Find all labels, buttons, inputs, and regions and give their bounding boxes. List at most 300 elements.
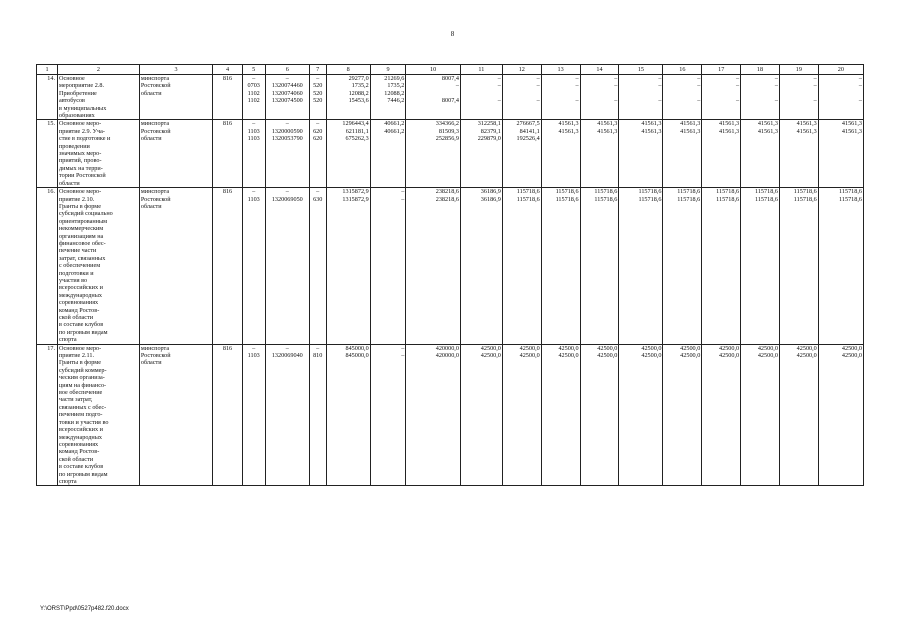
cell-line: автобусов [58, 97, 85, 105]
table-cell [309, 188, 326, 345]
cell-line: 40661,2 [384, 127, 405, 135]
cell-line: – [497, 82, 501, 90]
column-number: 17 [702, 65, 741, 75]
table-cell [460, 344, 502, 486]
table-cell [702, 120, 741, 188]
cell-line: – [316, 75, 320, 82]
cell-line: – [858, 97, 862, 105]
cell-line: 115718,6 [716, 195, 740, 203]
table-cell [541, 344, 580, 486]
cell-line: 41561,3 [597, 120, 618, 128]
table-cell [702, 75, 741, 120]
cell-line: 81509,3 [438, 127, 459, 135]
cell-line: 420000,0 [435, 344, 459, 352]
cell-line [543, 135, 579, 142]
table-cell [741, 344, 780, 486]
cell-line: 15. [47, 120, 55, 128]
cell-line [543, 90, 579, 97]
cell-line: 42500,0 [757, 344, 778, 352]
cell-line: затрат, связанных [58, 254, 106, 262]
table-cell [663, 120, 702, 188]
cell-line: с обеспечением [58, 262, 101, 270]
cell-line: Ростовской [140, 82, 171, 90]
cell-line: Приобретение [58, 89, 97, 97]
cell-line: 115718,6 [638, 195, 662, 203]
cell-line: 21269,6 [384, 75, 405, 82]
cell-line: субсидий коммер- [58, 366, 107, 374]
table-cell [213, 75, 242, 120]
file-path-footer: Y:\ORST\Ppd\0527p482.f20.docx [40, 606, 129, 612]
cell-line: проведении [58, 142, 90, 150]
cell-line: некоммерческим [58, 225, 104, 233]
cell-line: 420000,0 [435, 352, 459, 360]
cell-line: – [736, 75, 740, 82]
table-cell [309, 75, 326, 120]
cell-line [407, 90, 459, 97]
cell-line: – [575, 82, 579, 90]
column-number: 15 [619, 65, 663, 75]
cell-line: 675262,3 [345, 135, 369, 143]
table-cell [406, 188, 461, 345]
cell-line [620, 90, 661, 97]
column-number: 2 [57, 65, 139, 75]
table-cell [502, 188, 541, 345]
cell-line: печением подго- [58, 411, 103, 419]
cell-line: Гранты в форме [58, 202, 101, 210]
cell-line: 1103 [247, 195, 260, 203]
cell-line [703, 135, 739, 142]
cell-line: 630 [313, 195, 323, 203]
cell-line: – [252, 75, 256, 82]
cell-line [781, 90, 817, 97]
cell-line: по игровым видам [58, 470, 108, 478]
cell-line: Ростовской [140, 352, 171, 360]
cell-line: всероссийских и [58, 426, 103, 434]
cell-line: 115718,6 [516, 195, 540, 203]
cell-line: финансовое обес- [58, 239, 106, 247]
table-cell [663, 188, 702, 345]
cell-line: – [774, 82, 778, 90]
cell-line: 41561,3 [796, 127, 817, 135]
cell-line: 520 [313, 89, 323, 97]
cell-line: части затрат, [58, 396, 93, 404]
cell-line: тории Ростовской [58, 172, 106, 180]
cell-line: – [316, 344, 320, 352]
cell-line: димых на терри- [58, 164, 103, 172]
table-cell [818, 188, 863, 345]
cell-line: 1102 [247, 89, 260, 97]
cell-line: 1103 [247, 352, 260, 360]
cell-line: 42500,0 [796, 344, 817, 352]
cell-line: международных [58, 291, 102, 299]
cell-line: области [140, 359, 162, 367]
cell-line: 520 [313, 97, 323, 105]
cell-line: 41561,3 [841, 127, 862, 135]
table-cell [541, 75, 580, 120]
table-cell [213, 120, 242, 188]
cell-line: – [858, 75, 862, 82]
cell-line: области [58, 179, 80, 187]
cell-line [504, 90, 540, 97]
cell-line: 816 [222, 344, 233, 352]
column-number: 7 [309, 65, 326, 75]
cell-line: 42500,0 [680, 344, 701, 352]
measure-name-cell [57, 120, 139, 188]
executor-cell [139, 75, 212, 120]
cell-line: 334366,2 [435, 120, 459, 128]
table-cell [702, 188, 741, 345]
cell-line: – [813, 75, 817, 82]
cell-line: – [697, 97, 701, 105]
cell-line: 41561,3 [558, 120, 579, 128]
cell-line: 1315872,9 [342, 195, 369, 203]
cell-line: 1320069050 [271, 195, 303, 203]
cell-line [620, 135, 661, 142]
cell-line: 238218,6 [435, 195, 459, 203]
cell-line: 252856,9 [435, 135, 459, 143]
table-cell [265, 75, 309, 120]
table-cell [502, 344, 541, 486]
table-cell [242, 120, 265, 188]
cell-line: – [285, 344, 289, 352]
cell-line: 1320053790 [271, 135, 303, 143]
cell-line: 1102 [247, 97, 260, 105]
table-cell [741, 75, 780, 120]
cell-line: 12088,2 [384, 89, 405, 97]
cell-line: 1320074060 [271, 89, 303, 97]
cell-line: 115718,6 [793, 188, 817, 196]
table-cell [265, 120, 309, 188]
cell-line: 845000,0 [345, 344, 369, 352]
cell-line: ской области [58, 314, 94, 321]
cell-line: 41561,3 [558, 127, 579, 135]
cell-line: – [285, 120, 289, 128]
cell-line: стие в подготовке и [58, 135, 111, 143]
cell-line: 115718,6 [677, 195, 701, 203]
cell-line [820, 90, 862, 97]
cell-line: – [401, 188, 405, 196]
table-cell [242, 75, 265, 120]
column-number: 10 [406, 65, 461, 75]
cell-line: приятие 2.11. [58, 352, 95, 360]
cell-line: приятие 2.9. Уча- [58, 127, 105, 135]
cell-line: – [658, 75, 662, 82]
cell-line: Гранты в форме [58, 359, 101, 367]
table-cell [502, 75, 541, 120]
cell-line: – [774, 75, 778, 82]
cell-line: – [614, 97, 618, 105]
column-number: 20 [818, 65, 863, 75]
table-cell [309, 344, 326, 486]
column-number: 19 [779, 65, 818, 75]
cell-line: – [401, 344, 405, 352]
column-number: 6 [265, 65, 309, 75]
cell-line [742, 90, 778, 97]
cell-line: 42500,0 [757, 352, 778, 360]
table-cell [702, 344, 741, 486]
cell-line: Ростовской [140, 195, 171, 203]
cell-line: 620 [313, 127, 323, 135]
cell-line: 40661,2 [384, 120, 405, 128]
cell-line: 620 [313, 135, 323, 143]
page-number: 8 [450, 30, 455, 38]
cell-line [781, 135, 817, 142]
table-cell [779, 344, 818, 486]
column-number: 18 [741, 65, 780, 75]
table-cell [580, 75, 619, 120]
cell-line: 8007,4 [441, 75, 459, 82]
table-cell [580, 120, 619, 188]
cell-line: ческим организа- [58, 374, 105, 382]
column-number: 14 [580, 65, 619, 75]
cell-line: 845000,0 [345, 352, 369, 360]
cell-line: 36186,9 [480, 195, 501, 203]
table-cell [460, 75, 502, 120]
cell-line: спорта [58, 336, 77, 344]
cell-line: 1320069040 [271, 352, 303, 360]
cell-line: 115718,6 [516, 188, 540, 196]
cell-line: ориентированным [58, 217, 108, 225]
cell-line: в составе клубов [58, 321, 104, 329]
cell-line: – [536, 97, 540, 105]
cell-line: 1735,2 [387, 82, 405, 90]
column-numbers-row [37, 65, 864, 75]
cell-line: 115718,6 [677, 188, 701, 196]
table-cell [37, 120, 58, 188]
cell-line [742, 135, 778, 142]
cell-line: 41561,3 [719, 120, 740, 128]
cell-line: – [401, 352, 405, 360]
cell-line: 16. [47, 188, 55, 196]
column-number: 1 [37, 65, 58, 75]
executor-cell [139, 188, 212, 345]
cell-line: 82379,1 [480, 127, 501, 135]
table-row [37, 344, 864, 486]
cell-line [372, 135, 405, 142]
cell-line: 42500,0 [558, 344, 579, 352]
table-cell [326, 344, 370, 486]
table-cell [406, 344, 461, 486]
cell-line: – [697, 75, 701, 82]
table-cell [741, 188, 780, 345]
table-cell [818, 344, 863, 486]
cell-line: – [536, 75, 540, 82]
column-number: 13 [541, 65, 580, 75]
measure-name-cell [57, 75, 139, 120]
cell-line [664, 135, 700, 142]
cell-line: 41561,3 [757, 127, 778, 135]
cell-line: команд Ростов- [58, 448, 100, 456]
table-cell [619, 188, 663, 345]
cell-line: – [575, 97, 579, 105]
cell-line: Основное меро- [58, 120, 102, 128]
cell-line: 816 [222, 188, 233, 196]
cell-line: команд Ростов- [58, 306, 100, 314]
cell-line: – [813, 97, 817, 105]
table-cell [460, 188, 502, 345]
cell-line [664, 90, 700, 97]
cell-line: 42500,0 [480, 352, 501, 360]
table-cell [406, 75, 461, 120]
cell-line: – [316, 120, 320, 128]
table-cell [213, 188, 242, 345]
cell-line: 42500,0 [597, 344, 618, 352]
cell-line: 42500,0 [597, 352, 618, 360]
cell-line: участия во [58, 276, 88, 284]
cell-line [703, 90, 739, 97]
cell-line: 1320074500 [271, 97, 303, 105]
cell-line: – [252, 344, 256, 352]
table-cell [37, 188, 58, 345]
cell-line: 17. [47, 344, 55, 352]
cell-line: минспорта [140, 344, 170, 352]
cell-line: 115718,6 [839, 188, 862, 196]
cell-line: – [614, 82, 618, 90]
cell-line: 41561,3 [719, 127, 740, 135]
cell-line: 42500,0 [841, 352, 862, 360]
cell-line: – [774, 97, 778, 105]
cell-line: 115718,6 [839, 195, 862, 203]
cell-line: 8007,4 [441, 97, 459, 105]
cell-line: минспорта [140, 75, 170, 82]
table-cell [406, 120, 461, 188]
budget-table [36, 64, 864, 486]
table-cell [619, 75, 663, 120]
cell-line: – [536, 82, 540, 90]
cell-line: – [736, 82, 740, 90]
cell-line: 621181,1 [345, 127, 369, 135]
cell-line: приятие 2.10. [58, 195, 95, 203]
table-row [37, 75, 864, 120]
cell-line: 192526,4 [516, 135, 540, 143]
cell-line: – [697, 82, 701, 90]
cell-line: 115718,6 [594, 195, 618, 203]
cell-line: подготовки и [58, 269, 94, 277]
cell-line: 1103 [247, 135, 260, 143]
table-cell [541, 120, 580, 188]
cell-line: 42500,0 [558, 352, 579, 360]
table-cell [580, 344, 619, 486]
cell-line: 41561,3 [641, 127, 662, 135]
cell-line: циям на финансо- [58, 381, 107, 389]
cell-line: – [858, 82, 862, 90]
cell-line: 42500,0 [719, 344, 740, 352]
cell-line: 115718,6 [594, 188, 618, 196]
cell-line: – [813, 82, 817, 90]
cell-line: 42500,0 [841, 344, 862, 352]
cell-line: вое обеспечение [58, 389, 103, 397]
column-number: 16 [663, 65, 702, 75]
table-cell [370, 120, 406, 188]
cell-line: 1103 [247, 127, 260, 135]
table-cell [502, 120, 541, 188]
cell-line: соревнованиях [58, 299, 99, 307]
cell-line: – [575, 75, 579, 82]
table-cell [37, 344, 58, 486]
cell-line: в составе клубов [58, 463, 104, 471]
cell-line: 36186,9 [480, 188, 501, 196]
cell-line: 115718,6 [555, 195, 579, 203]
cell-line: 115718,6 [716, 188, 740, 196]
table-cell [37, 75, 58, 120]
column-number: 4 [213, 65, 242, 75]
table-cell [326, 188, 370, 345]
cell-line: – [285, 188, 289, 196]
cell-line: субсидий социально [58, 210, 113, 218]
measure-name-cell [57, 188, 139, 345]
cell-line: 115718,6 [638, 188, 662, 196]
table-cell [309, 120, 326, 188]
cell-line: – [614, 75, 618, 82]
cell-line: соревнованиях [58, 440, 99, 448]
cell-line: в муниципальных [58, 104, 107, 112]
cell-line: – [658, 82, 662, 90]
cell-line: 115718,6 [555, 188, 579, 196]
cell-line: 1735,2 [351, 82, 369, 90]
table-cell [213, 344, 242, 486]
cell-line: 0703 [247, 82, 260, 90]
cell-line: мероприятие 2.8. [58, 82, 104, 90]
table-cell [818, 120, 863, 188]
column-number: 12 [502, 65, 541, 75]
cell-line: 42500,0 [719, 352, 740, 360]
cell-line: ской области [58, 455, 94, 463]
cell-line: организациям на [58, 232, 104, 240]
cell-line: 41561,3 [680, 120, 701, 128]
table-cell [619, 344, 663, 486]
cell-line: значимых меро- [58, 150, 102, 158]
cell-line: 42500,0 [480, 344, 501, 352]
cell-line: 7446,2 [387, 97, 405, 105]
cell-line: Ростовской [140, 127, 171, 135]
cell-line: 115718,6 [793, 195, 817, 203]
table-row [37, 188, 864, 345]
column-number: 11 [460, 65, 502, 75]
cell-line: 42500,0 [680, 352, 701, 360]
cell-line: минспорта [140, 188, 170, 196]
cell-line: 41561,3 [796, 120, 817, 128]
cell-line: Основное [58, 75, 85, 82]
cell-line [582, 135, 618, 142]
cell-line: области [140, 202, 162, 210]
cell-line: 1320074460 [271, 82, 303, 90]
cell-line: 12088,2 [348, 89, 369, 97]
cell-line: Основное меро- [58, 344, 102, 352]
table-cell [663, 344, 702, 486]
cell-line: 29277,0 [348, 75, 369, 82]
table-cell [541, 188, 580, 345]
table-cell [779, 120, 818, 188]
cell-line: – [736, 97, 740, 105]
cell-line: 276667,5 [516, 120, 540, 128]
cell-line: 41561,3 [641, 120, 662, 128]
cell-line: – [285, 75, 289, 82]
table-cell [265, 188, 309, 345]
executor-cell [139, 120, 212, 188]
measure-name-cell [57, 344, 139, 486]
table-row [37, 120, 864, 188]
column-number: 3 [139, 65, 212, 75]
table-cell [326, 75, 370, 120]
cell-line: – [252, 120, 256, 128]
cell-line: 14. [47, 75, 55, 82]
executor-cell [139, 344, 212, 486]
cell-line: 238218,6 [435, 188, 459, 196]
cell-line [820, 135, 862, 142]
table-cell [242, 344, 265, 486]
cell-line: 115718,6 [754, 188, 778, 196]
cell-line: 41561,3 [841, 120, 862, 128]
